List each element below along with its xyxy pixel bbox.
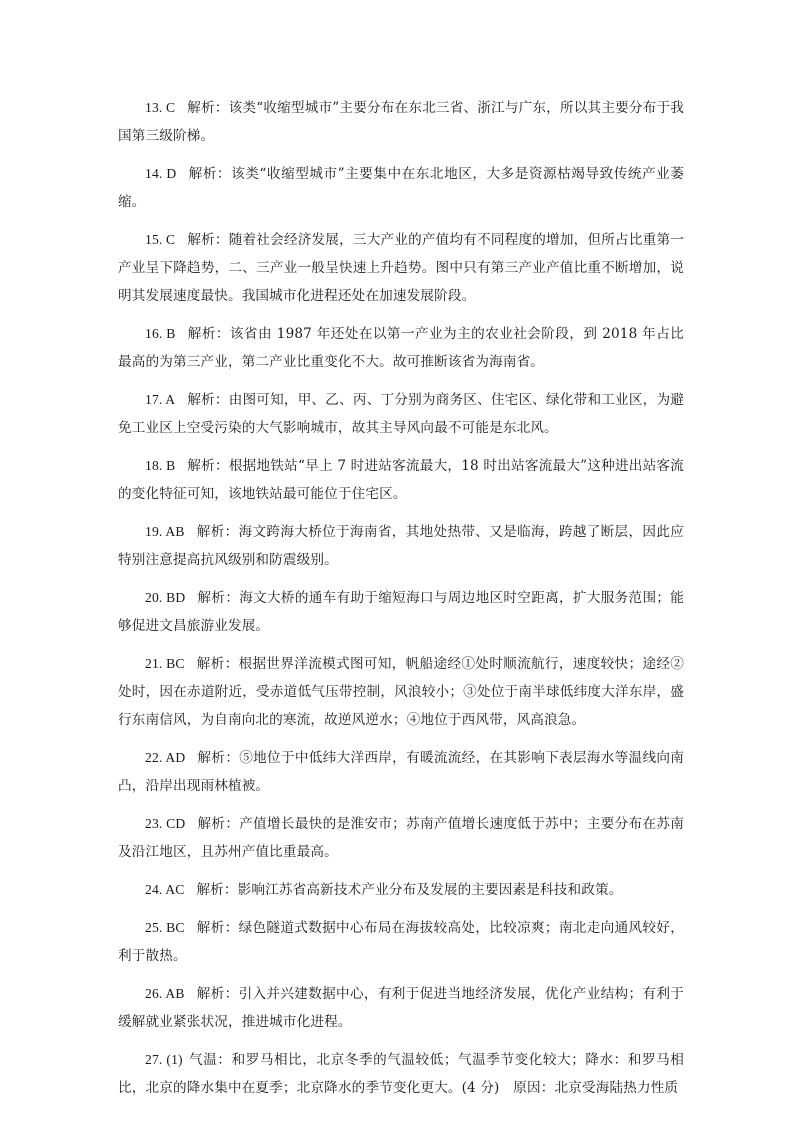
- answer-number: 15. C: [145, 232, 176, 247]
- answer-26: [118, 980, 684, 1036]
- answer-23: [118, 810, 684, 866]
- answer-number: 21. BC: [145, 656, 185, 671]
- answer-explanation: 解析：海文跨海大桥位于海南省，其地处热带、又是临海，跨越了断层，因此应特别注意提高抗风级别和防震级别。: [118, 524, 684, 568]
- answer-19: [118, 518, 684, 574]
- answer-number: 27. (1): [145, 1052, 183, 1067]
- answer-number: 20. BD: [145, 590, 186, 605]
- answer-explanation: 解析：该类“收缩型城市”主要分布在东北三省、浙江与广东，所以其主要分布于我国第三级阶梯。: [118, 100, 684, 144]
- answer-explanation: 解析：该类“收缩型城市”主要集中在东北地区，大多是资源枯竭导致传统产业萎缩。: [118, 166, 684, 210]
- answer-number: 26. AB: [145, 986, 185, 1001]
- answer-explanation: 解析：该省由 1987 年还处在以第一产业为主的农业社会阶段，到 2018 年占比最高的为第三产业，第二产业比重变化不大。故可推断该省为海南省。: [118, 326, 684, 370]
- answer-explanation: 解析：影响江苏省高新技术产业分布及发展的主要因素是科技和政策。: [196, 882, 623, 898]
- answer-27: [118, 1046, 684, 1102]
- answer-20: [118, 584, 684, 640]
- answer-21: [118, 650, 684, 734]
- answer-key: [118, 94, 684, 1112]
- answer-22: [118, 744, 684, 800]
- answer-explanation: 解析：根据地铁站“早上 7 时进站客流最大，18 时出站客流最大”这种进出站客流的变化特征可知，该地铁站最可能位于住宅区。: [118, 458, 684, 502]
- answer-14: [118, 160, 684, 216]
- answer-24: [118, 876, 684, 904]
- answer-explanation: 解析：⑤地位于中低纬大洋西岸，有暖流流经，在其影响下表层海水等温线向南凸，沿岸出现雨林植被。: [118, 750, 684, 794]
- answer-number: 18. B: [145, 458, 176, 473]
- answer-number: 16. B: [145, 326, 176, 341]
- answer-explanation: 解析：引入并兴建数据中心，有利于促进当地经济发展，优化产业结构；有利于缓解就业紧张状况，推进城市化进程。: [118, 986, 684, 1030]
- answer-explanation: 解析：绿色隧道式数据中心布局在海拔较高处，比较凉爽；南北走向通风较好，利于散热。: [118, 920, 684, 964]
- answer-explanation: 解析：海文大桥的通车有助于缩短海口与周边地区时空距离，扩大服务范围；能够促进文昌旅游业发展。: [118, 590, 684, 634]
- answer-16: [118, 320, 684, 376]
- answer-17: [118, 386, 684, 442]
- answer-explanation: 解析：由图可知，甲、乙、丙、丁分别为商务区、住宅区、绿化带和工业区，为避免工业区上空受污染的大气影响城市，故其主导风向最不可能是东北风。: [118, 392, 684, 436]
- answer-25: [118, 914, 684, 970]
- answer-15: [118, 226, 684, 310]
- answer-number: 14. D: [145, 166, 177, 181]
- answer-explanation: 解析：随着社会经济发展，三大产业的产值均有不同程度的增加，但所占比重第一产业呈下降趋势，二、三产业一般呈快速上升趋势。图中只有第三产业产值比重不断增加，说明其发展速度最快。我国城市化进程还处在加速发展阶段。: [118, 232, 684, 304]
- answer-number: 19. AB: [145, 524, 185, 539]
- answer-explanation: 解析：根据世界洋流模式图可知，帆船途经①处时顺流航行，速度较快；途经②处时，因在赤道附近，受赤道低气压带控制，风浪较小；③处位于南半球低纬度大洋东岸，盛行东南信风，为自南向北的寒流，故逆风逆水；④地位于西风带，风高浪急。: [118, 656, 684, 728]
- answer-number: 17. A: [145, 392, 176, 407]
- answer-13: [118, 94, 684, 150]
- answer-explanation: 气温：和罗马相比，北京冬季的气温较低；气温季节变化较大；降水：和罗马相比，北京的降水集中在夏季；北京降水的季节变化更大。(4 分) 原因：北京受海陆热力性质: [118, 1052, 684, 1096]
- answer-18: [118, 452, 684, 508]
- answer-number: 13. C: [145, 100, 176, 115]
- answer-explanation: 解析：产值增长最快的是淮安市；苏南产值增长速度低于苏中；主要分布在苏南及沿江地区，且苏州产值比重最高。: [118, 816, 684, 860]
- answer-number: 24. AC: [145, 882, 185, 897]
- answer-number: 23. CD: [145, 816, 186, 831]
- answer-number: 25. BC: [145, 920, 185, 935]
- answer-number: 22. AD: [145, 750, 186, 765]
